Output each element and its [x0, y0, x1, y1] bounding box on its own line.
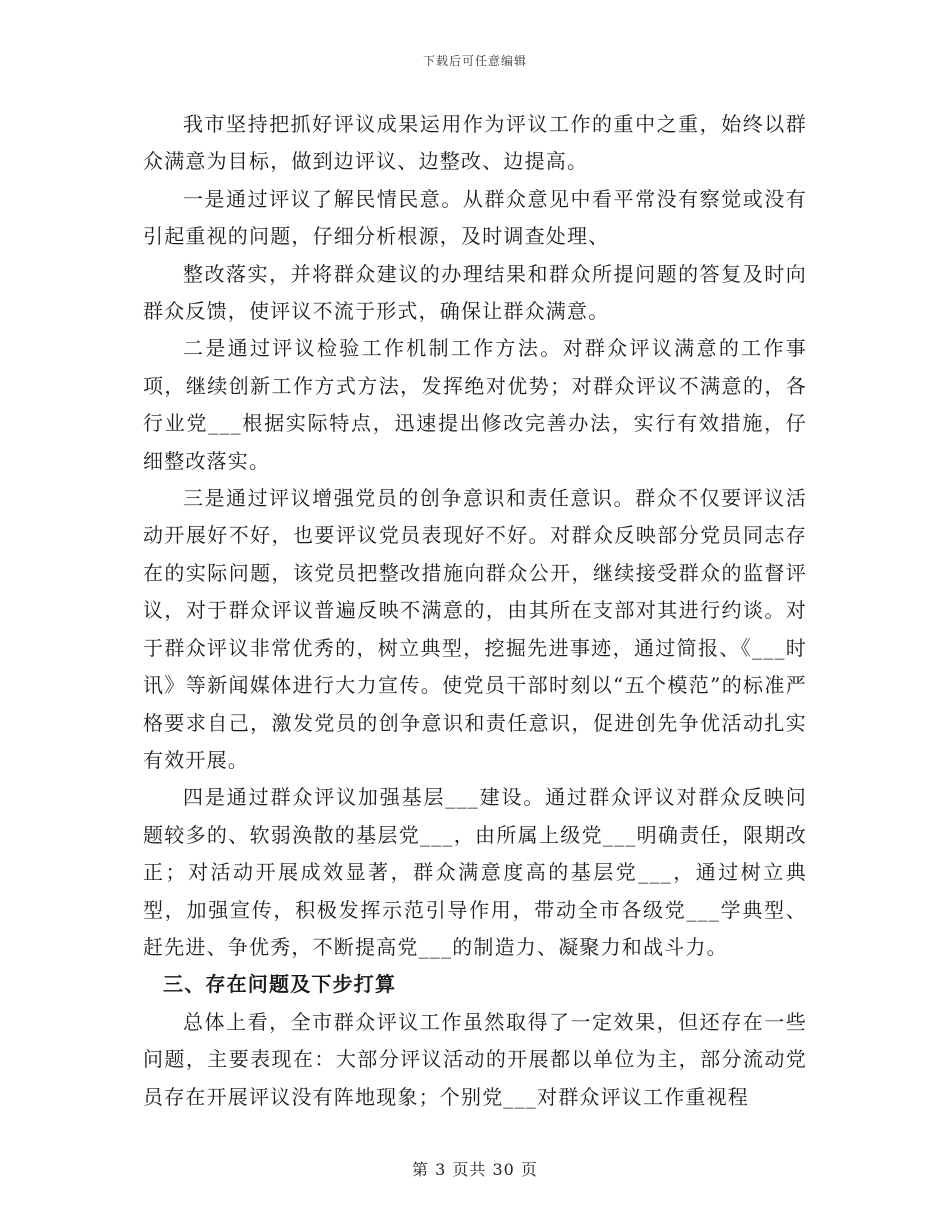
page-header: 下载后可任意编辑 — [422, 54, 527, 68]
section-heading: 三、存在问题及下步打算 — [163, 972, 397, 997]
document-body — [143, 106, 807, 1116]
paragraph-closing: 总体上看，全市群众评议工作虽然取得了一定效果，但还存在一些问题，主要表现在：大部分评议活动的开展都以单位为主，部分流动党员存在开展评议没有阵地现象；个别党___对群众评议工作重视程 — [143, 1009, 807, 1109]
paragraph-point-four: 四是通过群众评议加强基层___建设。通过群众评议对群众反映问题较多的、软弱涣散的基层党___，由所属上级党___明确责任，限期改正；对活动开展成效显著，群众满意度高的基层党___，通过树立典型，加强宣传，积极发挥示范引导作用，带动全市各级党___学典型、赶先进、争优秀，不断提高党___的制造力、凝聚力和战斗力。 — [143, 785, 807, 959]
paragraph-point-three: 三是通过评议增强党员的创争意识和责任意识。群众不仅要评议活动开展好不好，也要评议党员表现好不好。对群众反映部分党员同志存在的实际问题，该党员把整改措施向群众公开，继续接受群众的监督评议，对于群众评议普遍反映不满意的，由其所在支部对其进行约谈。对于群众评议非常优秀的，树立典型，挖掘先进事迹，通过简报、《___时讯》等新闻媒体进行大力宣传。使党员干部时刻以“五个模范”的标准严格要求自己，激发党员的创争意识和责任意识，促进创先争优活动扎实有效开展。 — [143, 486, 807, 772]
paragraph-point-two: 二是通过评议检验工作机制工作方法。对群众评议满意的工作事项，继续创新工作方式方法，发挥绝对优势；对群众评议不满意的，各行业党___根据实际特点，迅速提出修改完善办法，实行有效措施，仔细整改落实。 — [143, 336, 807, 473]
page-footer: 第 3 页共 30 页 — [412, 1160, 538, 1179]
paragraph-point-one: 一是通过评议了解民情民意。从群众意见中看平常没有察觉或没有引起重视的问题，仔细分析根源，及时调查处理、 — [143, 186, 807, 249]
paragraph-point-one-continued: 整改落实，并将群众建议的办理结果和群众所提问题的答复及时向群众反馈，使评议不流于形式，确保让群众满意。 — [143, 261, 807, 324]
paragraph-intro: 我市坚持把抓好评议成果运用作为评议工作的重中之重，始终以群众满意为目标，做到边评议、边整改、边提高。 — [143, 112, 807, 174]
